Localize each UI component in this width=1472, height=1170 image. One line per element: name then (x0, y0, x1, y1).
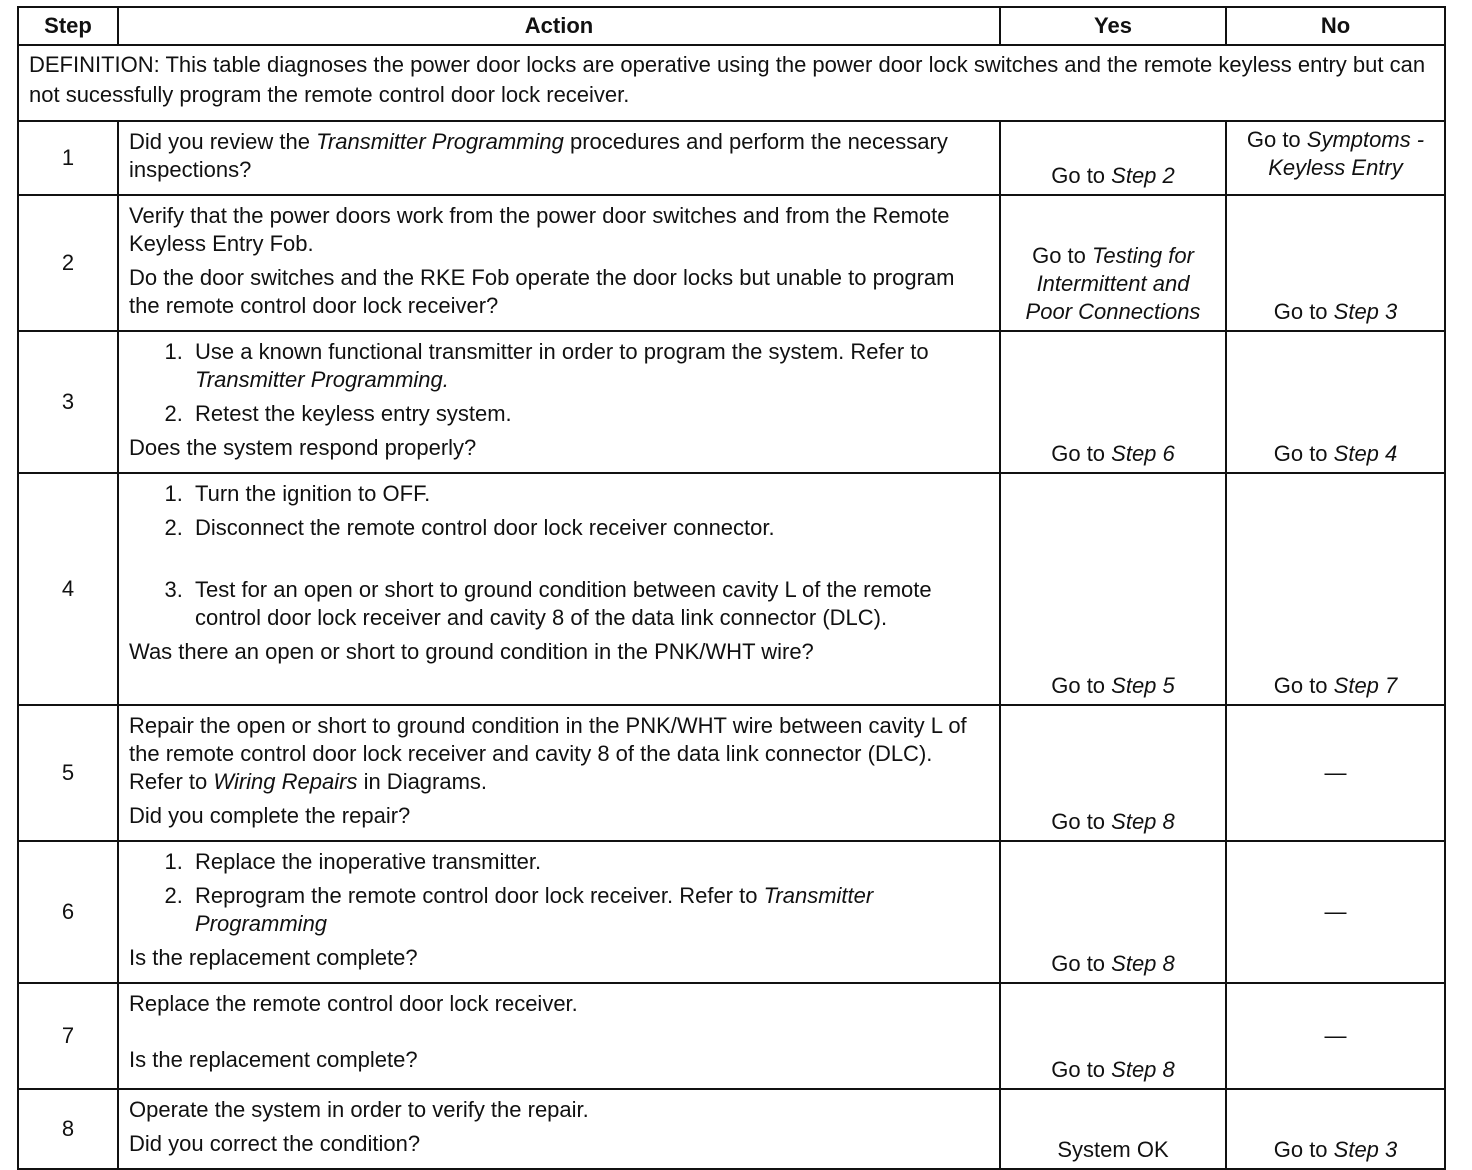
action-cell (118, 331, 1000, 473)
yes-cell: Go to Testing for Intermittent and Poor Connections (1000, 195, 1226, 331)
yes-cell: Go to Step 8 (1000, 841, 1226, 983)
step-number: 3 (18, 331, 118, 473)
diagnostic-table (17, 6, 1446, 1170)
yes-cell: System OK (1000, 1089, 1226, 1169)
question: Was there an open or short to ground condition in the PNK/WHT wire? (129, 639, 814, 664)
action-cell (118, 983, 1000, 1089)
step-number: 5 (18, 705, 118, 841)
step-number: 2 (18, 195, 118, 331)
header-yes: Yes (1000, 7, 1226, 45)
table-row (18, 705, 1445, 841)
header-no: No (1226, 7, 1445, 45)
instruction: Operate the system in order to verify the repair. (129, 1097, 589, 1122)
question: Did you complete the repair? (129, 803, 411, 828)
action-cell (118, 1089, 1000, 1169)
no-cell (1226, 705, 1445, 841)
table-row (18, 195, 1445, 331)
no-cell: Go to Step 3 (1226, 1089, 1445, 1169)
table-row (18, 121, 1445, 195)
substep-2: 2. Reprogram the remote control door lock receiver. Refer to Transmitter Programming (189, 882, 989, 938)
substep-2: 2. Disconnect the remote control door lock receiver connector. (189, 514, 989, 542)
no-cell: Go to Symptoms - Keyless Entry (1226, 121, 1445, 195)
yes-cell: Go to Step 8 (1000, 705, 1226, 841)
yes-cell: Go to Step 5 (1000, 473, 1226, 705)
substep-3: 3. Test for an open or short to ground condition between cavity L of the remote control door lock receiver and cavity 8 of the data link connector (DLC). (189, 576, 989, 632)
step-number: 8 (18, 1089, 118, 1169)
question: Does the system respond properly? (129, 435, 477, 460)
instruction: Verify that the power doors work from the power door switches and from the Remote Keyless Entry Fob. (129, 203, 950, 256)
table-row (18, 473, 1445, 705)
definition-row (18, 45, 1445, 121)
table-row (18, 983, 1445, 1089)
yes-cell: Go to Step 6 (1000, 331, 1226, 473)
substep-1: 1. Turn the ignition to OFF. (189, 480, 989, 508)
dash: — (1324, 1023, 1347, 1048)
action-cell (118, 195, 1000, 331)
substep-2: 2. Retest the keyless entry system. (189, 400, 989, 428)
step-number: 6 (18, 841, 118, 983)
table-row (18, 841, 1445, 983)
no-cell (1226, 983, 1445, 1089)
yes-cell: Go to Step 8 (1000, 983, 1226, 1089)
substeps (129, 848, 989, 938)
no-cell: Go to Step 7 (1226, 473, 1445, 705)
substep-1: 1. Replace the inoperative transmitter. (189, 848, 989, 876)
dash: — (1324, 760, 1347, 785)
question: Did you review the Transmitter Programming procedures and perform the necessary inspections? (129, 129, 948, 182)
header-step: Step (18, 7, 118, 45)
substeps (129, 480, 989, 632)
action-cell (118, 121, 1000, 195)
question: Is the replacement complete? (129, 1047, 418, 1072)
question: Do the door switches and the RKE Fob operate the door locks but unable to program the remote control door lock receiver? (129, 265, 955, 318)
substep-1: 1. Use a known functional transmitter in order to program the system. Refer to Transmitter Programming. (189, 338, 989, 394)
table-row (18, 331, 1445, 473)
table-row (18, 1089, 1445, 1169)
action-cell (118, 841, 1000, 983)
substeps (129, 338, 989, 428)
instruction: Replace the remote control door lock receiver. (129, 991, 578, 1016)
header-row (18, 7, 1445, 45)
yes-cell: Go to Step 2 (1000, 121, 1226, 195)
dash: — (1324, 899, 1347, 924)
no-cell: Go to Step 4 (1226, 331, 1445, 473)
header-action: Action (118, 7, 1000, 45)
step-number: 4 (18, 473, 118, 705)
instruction: Repair the open or short to ground condition in the PNK/WHT wire between cavity L of the remote control door lock receiver and cavity 8 of the data link connector (DLC). Refer to Wiring Repairs in Diagrams. (129, 713, 967, 794)
action-cell (118, 705, 1000, 841)
step-number: 1 (18, 121, 118, 195)
question: Did you correct the condition? (129, 1131, 421, 1156)
definition-text: DEFINITION: This table diagnoses the power door locks are operative using the power door lock switches and the remote keyless entry but can not sucessfully program the remote control door lock receiver. (18, 45, 1445, 121)
no-cell (1226, 841, 1445, 983)
step-number: 7 (18, 983, 118, 1089)
question: Is the replacement complete? (129, 945, 418, 970)
action-cell (118, 473, 1000, 705)
no-cell: Go to Step 3 (1226, 195, 1445, 331)
